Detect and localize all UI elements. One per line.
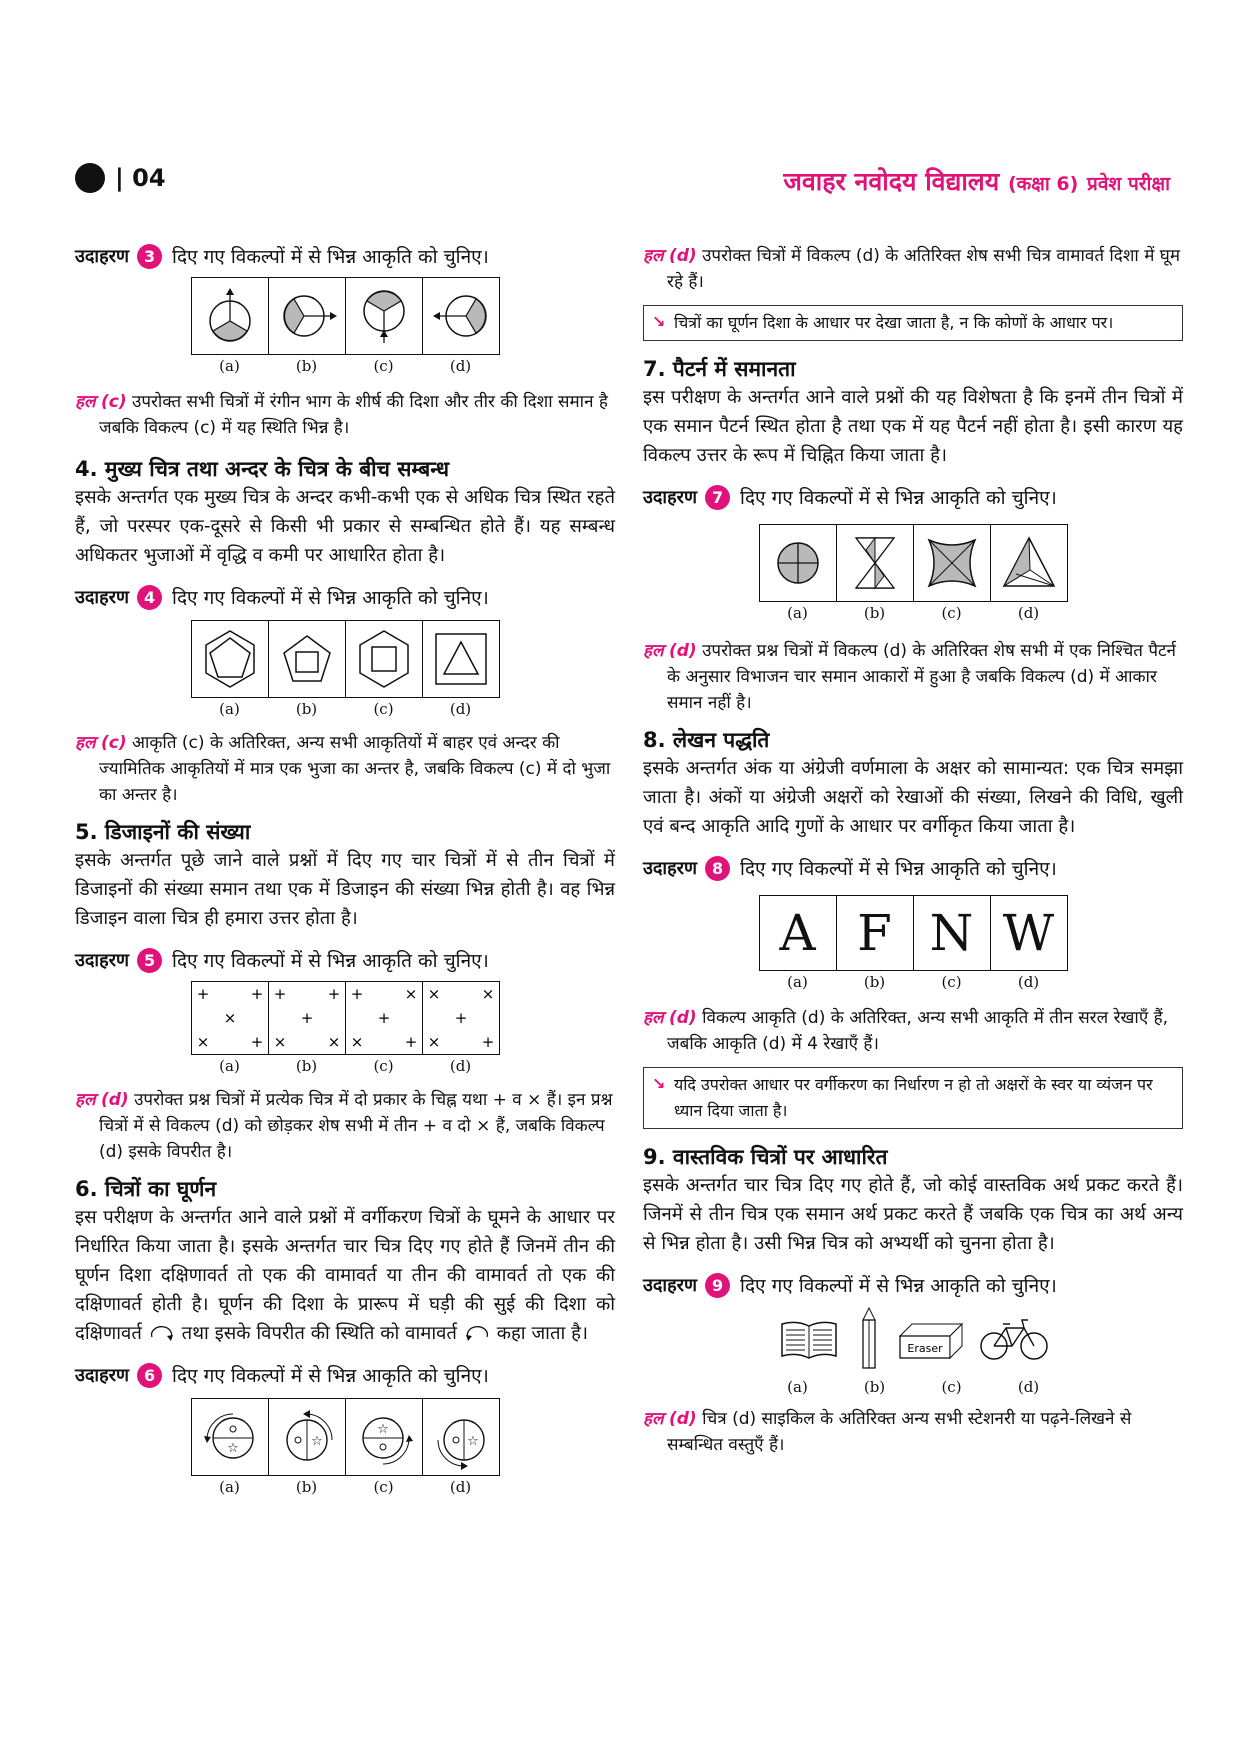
ex5-figure-c xyxy=(346,981,423,1055)
ex3-figure-a xyxy=(191,277,269,355)
ex9-solution: हल (d) चित्र (d) साइकिल के अतिरिक्त अन्य सभी स्टेशनरी या पढ़ने-लिखने से सम्बन्धित वस्तुएँ हैं। xyxy=(643,1409,1132,1455)
ex6-figure-c xyxy=(346,1398,423,1476)
example-7-heading: उदाहरण 7 दिए गए विकल्पों में से भिन्न आकृति को चुनिए। xyxy=(643,484,1183,510)
svg-text:☆: ☆ xyxy=(376,1422,389,1437)
ex8-captions: (a) (b) (c) (d) xyxy=(787,973,1040,991)
pencil-icon xyxy=(854,1306,884,1372)
svg-text:+: + xyxy=(404,1033,417,1051)
svg-text:+: + xyxy=(273,985,286,1003)
section-5-title: 5. डिजाइनों की संख्या xyxy=(75,820,251,844)
ex4-figure-a xyxy=(191,620,269,698)
ex4-captions: (a) (b) (c) (d) xyxy=(219,700,472,718)
example-5-figures xyxy=(75,981,615,1055)
bicycle-icon xyxy=(978,1306,1050,1372)
svg-text:×: × xyxy=(223,1009,236,1027)
ex5-figure-d xyxy=(423,981,500,1055)
section-6-title: 6. चित्रों का घूर्णन xyxy=(75,1177,217,1201)
svg-text:+: + xyxy=(327,985,340,1003)
svg-text:☆: ☆ xyxy=(226,1441,239,1456)
arrow-icon: ↘ xyxy=(652,312,666,331)
example-3-figures xyxy=(75,277,615,355)
example-6-figures xyxy=(75,1398,615,1476)
book-icon xyxy=(776,1306,842,1372)
arrow-icon: ↘ xyxy=(652,1074,666,1093)
ex5-figure-b xyxy=(269,981,346,1055)
section-8-text: इसके अन्तर्गत अंक या अंग्रेजी वर्णमाला के अक्षर को सामान्यत: एक चित्र समझा जाता है। अंकों या अंग्रेजी अक्षरों को रेखाओं की संख्या, लिखने की विधि, खुली एवं बन्द आकृति आदि गुणों के आधार पर वर्गीकृत किया जाता है। xyxy=(643,758,1183,837)
ex8-note: ↘ यदि उपरोक्त आधार पर वर्गीकरण का निर्धारण न हो तो अक्षरों के स्वर या व्यंजन पर ध्यान दिया जाता है। xyxy=(643,1067,1183,1129)
ex3-captions: (a) (b) (c) (d) xyxy=(219,357,472,375)
example-8-figures xyxy=(643,895,1183,971)
ex5-captions: (a) (b) (c) (d) xyxy=(219,1057,472,1075)
section-6-text: इस परीक्षण के अन्तर्गत आने वाले प्रश्नों में वर्गीकरण चित्रों के घूमने के आधार पर निर्धारित किया जाता है। इसके अन्तर्गत चार चित्र दिए गए होते हैं जिनमें तीन की घूर्णन दिशा दक्षिणावर्त तो एक की वामावर्त या तीन की वामावर्त तो एक की दक्षिणावर्त होती है। घूर्णन की दिशा के प्रारूप में घड़ी की सुई की दिशा को दक्षिणावर्त तथा इसके विपरीत की स्थिति को वामावर्त कहा जाता है। xyxy=(75,1207,615,1344)
ex7-figure-c xyxy=(914,524,991,602)
section-7-title: 7. पैटर्न में समानता xyxy=(643,357,796,381)
section-5-text: इसके अन्तर्गत पूछे जाने वाले प्रश्नों में दिए गए चार चित्रों में से तीन चित्रों में डिजाइनों की संख्या समान तथा एक में डिजाइन की संख्या भिन्न होती है। वह भिन्न डिजाइन वाला चित्र ही हमारा उत्तर होता है। xyxy=(75,850,615,929)
example-9-figures xyxy=(643,1306,1183,1372)
ex6-figure-b xyxy=(269,1398,346,1476)
right-column xyxy=(643,243,1183,1458)
ex3-figure-c xyxy=(346,277,423,355)
example-3-heading: उदाहरण 3 दिए गए विकल्पों में से भिन्न आकृति को चुनिए। xyxy=(75,243,615,269)
page-header-left xyxy=(75,163,166,193)
svg-text:+: + xyxy=(250,985,263,1003)
ex8-figure-a: A xyxy=(759,895,837,971)
svg-text:☆: ☆ xyxy=(466,1434,479,1449)
clockwise-icon xyxy=(148,1323,176,1345)
ex7-solution: हल (d) उपरोक्त प्रश्न चित्रों में विकल्प (d) के अतिरिक्त शेष सभी में एक निश्चित पैटर्न के अनुसार विभाजन चार समान आकारों में हुआ है जबकि विकल्प (d) में आकार समान नहीं है। xyxy=(643,641,1176,713)
example-6-heading: उदाहरण 6 दिए गए विकल्पों में से भिन्न आकृति को चुनिए। xyxy=(75,1362,615,1388)
ex7-captions: (a) (b) (c) (d) xyxy=(787,604,1040,622)
ex6-figure-a xyxy=(191,1398,269,1476)
svg-text:×: × xyxy=(481,985,494,1003)
ex4-figure-c xyxy=(346,620,423,698)
example-8-heading: उदाहरण 8 दिए गए विकल्पों में से भिन्न आकृति को चुनिए। xyxy=(643,855,1183,881)
ex6-figure-d xyxy=(423,1398,500,1476)
ex8-figure-d: W xyxy=(991,895,1068,971)
svg-text:×: × xyxy=(273,1033,286,1051)
ex5-solution: हल (d) उपरोक्त प्रश्न चित्रों में प्रत्येक चित्र में दो प्रकार के चिह्न यथा + व × हैं। इन प्रश्न चित्रों में से विकल्प (d) को छोड़कर शेष सभी में तीन + व दो × हैं, जबकि विकल्प (d) इसके विपरीत है। xyxy=(75,1090,613,1162)
svg-text:Eraser: Eraser xyxy=(907,1342,943,1355)
anticlockwise-icon xyxy=(463,1323,491,1345)
svg-text:+: + xyxy=(377,1009,390,1027)
ex4-figure-d xyxy=(423,620,500,698)
ex4-solution: हल (c) आकृति (c) के अतिरिक्त, अन्य सभी आकृतियों में बाहर एवं अन्दर की ज्यामितिक आकृतियों में मात्र एक भुजा का अन्तर है, जबकि विकल्प (c) में दो भुजा का अन्तर है। xyxy=(75,733,611,805)
svg-text:×: × xyxy=(350,1033,363,1051)
ex8-figure-b: F xyxy=(837,895,914,971)
svg-text:×: × xyxy=(327,1033,340,1051)
section-4-title: 4. मुख्य चित्र तथा अन्दर के चित्र के बीच सम्बन्ध xyxy=(75,457,450,481)
svg-text:+: + xyxy=(350,985,363,1003)
ex8-figure-c: N xyxy=(914,895,991,971)
ex6-captions: (a) (b) (c) (d) xyxy=(219,1478,472,1496)
ex6-solution: हल (d) उपरोक्त चित्रों में विकल्प (d) के अतिरिक्त शेष सभी चित्र वामावर्त दिशा में घूम रहे हैं। xyxy=(643,246,1180,292)
section-9-text: इसके अन्तर्गत चार चित्र दिए गए होते हैं, जो कोई वास्तविक अर्थ प्रकट करते हैं। जिनमें से तीन चित्र एक समान अर्थ प्रकट करते हैं जबकि एक चित्र का अर्थ अन्य से भिन्न होता है। उसी भिन्न चित्र को अभ्यर्थी को चुनना होता है। xyxy=(643,1175,1183,1254)
example-7-figures xyxy=(643,524,1183,602)
ex7-figure-a xyxy=(759,524,837,602)
ex8-solution: हल (d) विकल्प आकृति (d) के अतिरिक्त, अन्य सभी आकृति में तीन सरल रेखाएँ हैं, जबकि आकृति (d) में 4 रेखाएँ हैं। xyxy=(643,1008,1169,1054)
ex7-figure-b xyxy=(837,524,914,602)
page-number: | 04 xyxy=(115,164,166,192)
svg-text:×: × xyxy=(404,985,417,1003)
svg-text:×: × xyxy=(196,1033,209,1051)
section-4-text: इसके अन्तर्गत एक मुख्य चित्र के अन्दर कभी-कभी एक से अधिक चित्र स्थित रहते हैं, जो परस्पर एक-दूसरे से किसी भी प्रकार से सम्बन्धित होते हैं। यह सम्बन्ध अधिकतर भुजाओं में वृद्धि व कमी पर आधारित होता है। xyxy=(75,487,615,566)
section-7-text: इस परीक्षण के अन्तर्गत आने वाले प्रश्नों की यह विशेषता है कि इनमें तीन चित्रों में एक समान पैटर्न स्थित होता है तथा एक में यह पैटर्न नहीं होता है। इसी कारण यह विकल्प उत्तर के रूप में चिह्नित किया जाता है। xyxy=(643,387,1183,466)
book-title: जवाहर नवोदय विद्यालय (कक्षा 6) प्रवेश परीक्षा xyxy=(783,167,1170,196)
ex3-figure-b xyxy=(269,277,346,355)
eraser-icon xyxy=(896,1306,966,1372)
ex3-solution: हल (c) उपरोक्त सभी चित्रों में रंगीन भाग के शीर्ष की दिशा और तीर की दिशा समान है जबकि विकल्प (c) में यह स्थिति भिन्न है। xyxy=(75,392,608,438)
ex6-note: ↘ चित्रों का घूर्णन दिशा के आधार पर देखा जाता है, न कि कोणों के आधार पर। xyxy=(643,305,1183,341)
example-4-figures xyxy=(75,620,615,698)
example-4-heading: उदाहरण 4 दिए गए विकल्पों में से भिन्न आकृति को चुनिए। xyxy=(75,584,615,610)
section-8-title: 8. लेखन पद्धति xyxy=(643,728,770,752)
svg-text:+: + xyxy=(300,1009,313,1027)
ex5-figure-a xyxy=(191,981,269,1055)
ex7-figure-d xyxy=(991,524,1068,602)
svg-text:+: + xyxy=(250,1033,263,1051)
svg-text:☆: ☆ xyxy=(310,1434,323,1449)
ex9-captions: (a) (b) (c) (d) xyxy=(787,1378,1040,1396)
example-9-heading: उदाहरण 9 दिए गए विकल्पों में से भिन्न आकृति को चुनिए। xyxy=(643,1272,1183,1298)
svg-text:+: + xyxy=(454,1009,467,1027)
example-5-heading: उदाहरण 5 दिए गए विकल्पों में से भिन्न आकृति को चुनिए। xyxy=(75,947,615,973)
ex3-figure-d xyxy=(423,277,500,355)
svg-text:×: × xyxy=(427,1033,440,1051)
svg-text:+: + xyxy=(481,1033,494,1051)
svg-text:×: × xyxy=(427,985,440,1003)
bullet-icon xyxy=(75,163,105,193)
section-9-title: 9. वास्तविक चित्रों पर आधारित xyxy=(643,1145,888,1169)
ex4-figure-b xyxy=(269,620,346,698)
left-column xyxy=(75,243,615,1496)
svg-text:+: + xyxy=(196,985,209,1003)
